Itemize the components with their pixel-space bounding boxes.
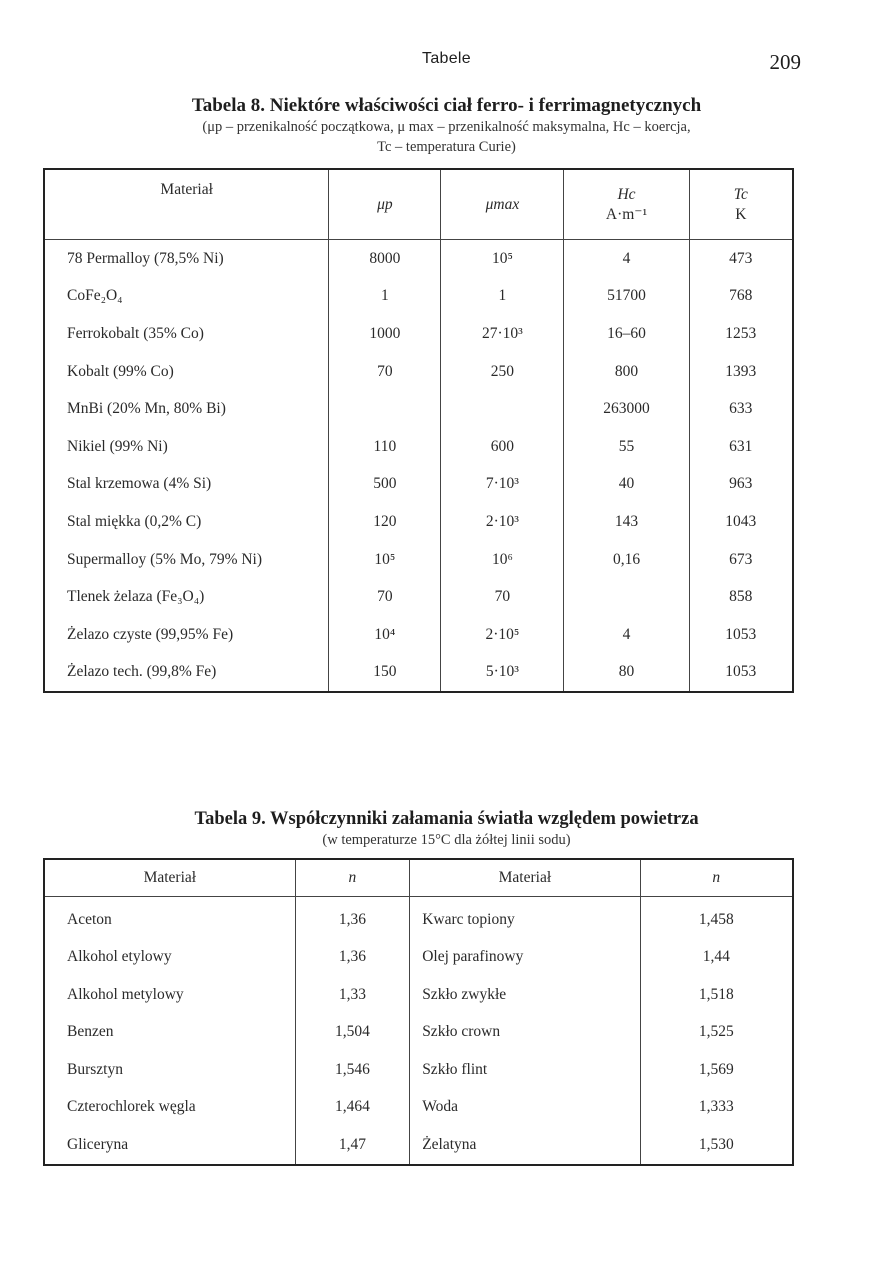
cell-n-left: 1,546: [295, 1051, 410, 1089]
cell-tc: 633: [689, 390, 793, 428]
hc-unit: A·m⁻¹: [605, 205, 648, 223]
table-row: [44, 1126, 793, 1165]
table-row: [44, 654, 793, 693]
cell-material: Tlenek żelaza (Fe₃O₄): [67, 588, 205, 606]
cell-tc: 1393: [689, 353, 793, 391]
cell-mu-max: 2·10³: [441, 503, 564, 541]
cell-mu-p: 110: [329, 428, 441, 466]
table8-subtitle-line1: (μp – przenikalność początkowa, μ max – przenikalność maksymalna, Hc – koercja,: [202, 119, 691, 135]
table-row: [44, 578, 793, 616]
table-row: [44, 1089, 793, 1127]
cell-n-left: 1,36: [295, 897, 410, 939]
table9-title: Tabela 9. Współczynniki załamania światła względem powietrza: [194, 809, 699, 829]
cell-tc: 1053: [689, 616, 793, 654]
table9-caption: [0, 808, 893, 850]
cell-material-left: Aceton: [67, 910, 112, 928]
table8-header-hc: [564, 169, 689, 240]
table8-header-mu-p: [329, 169, 441, 240]
cell-tc: 768: [689, 278, 793, 316]
cell-hc: 51700: [564, 278, 689, 316]
cell-hc: 0,16: [564, 541, 689, 579]
cell-n-right: 1,458: [640, 897, 793, 939]
cell-mu-p: 1: [329, 278, 441, 316]
table-row: [44, 240, 793, 278]
cell-n-right: 1,530: [640, 1126, 793, 1165]
table8-header-tc: [689, 169, 793, 240]
cell-hc: 80: [564, 654, 689, 693]
table8-body: [44, 240, 793, 693]
cell-material-right: Szkło zwykłe: [410, 976, 640, 1014]
table9-header-material-left: Materiał: [44, 859, 295, 897]
table-row: [44, 466, 793, 504]
n-symbol-right: n: [712, 869, 721, 886]
cell-material: Ferrokobalt (35% Co): [67, 324, 204, 342]
cell-n-right: 1,44: [640, 939, 793, 977]
table-row: [44, 428, 793, 466]
cell-mu-p: 10⁵: [329, 541, 441, 579]
cell-material-right: Kwarc topiony: [410, 897, 640, 939]
cell-mu-p: 150: [329, 654, 441, 693]
cell-mu-p: [329, 390, 441, 428]
mu-max-symbol: μmax: [485, 195, 520, 213]
cell-tc: 673: [689, 541, 793, 579]
cell-material: Żelazo czyste (99,95% Fe): [67, 625, 234, 643]
cell-material: 78 Permalloy (78,5% Ni): [67, 249, 224, 267]
cell-tc: 473: [689, 240, 793, 278]
cell-material: MnBi (20% Mn, 80% Bi): [67, 400, 226, 418]
table8-header-row: [44, 169, 793, 240]
cell-material: Supermalloy (5% Mo, 79% Ni): [67, 550, 263, 568]
cell-n-left: 1,464: [295, 1089, 410, 1127]
cell-mu-max: 70: [441, 578, 564, 616]
cell-material-right: Żelatyna: [410, 1126, 640, 1165]
cell-tc: 858: [689, 578, 793, 616]
table-row: [44, 503, 793, 541]
table-row: [44, 616, 793, 654]
page-number: 209: [769, 50, 801, 74]
table9-header-material-right: Materiał: [410, 859, 640, 897]
cell-mu-max: 2·10⁵: [441, 616, 564, 654]
cell-n-left: 1,33: [295, 976, 410, 1014]
table8-caption: [0, 95, 893, 157]
table-row: [44, 541, 793, 579]
cell-mu-max: 27·10³: [441, 315, 564, 353]
cell-material-right: Olej parafinowy: [410, 939, 640, 977]
cell-n-right: 1,569: [640, 1051, 793, 1089]
cell-mu-max: 1: [441, 278, 564, 316]
cell-mu-p: 8000: [329, 240, 441, 278]
cell-n-right: 1,525: [640, 1014, 793, 1052]
table-row: [44, 939, 793, 977]
cell-n-left: 1,47: [295, 1126, 410, 1165]
cell-hc: 16–60: [564, 315, 689, 353]
cell-material-left: Bursztyn: [67, 1060, 123, 1078]
table9-header-n-left: [295, 859, 410, 897]
cell-tc: 631: [689, 428, 793, 466]
page-header: [0, 50, 893, 74]
table-row: [44, 976, 793, 1014]
cell-material-left: Czterochlorek węgla: [67, 1098, 196, 1116]
cell-mu-max: [441, 390, 564, 428]
cell-material: Kobalt (99% Co): [67, 362, 174, 380]
cell-hc: [564, 578, 689, 616]
cell-hc: 263000: [564, 390, 689, 428]
table-row: [44, 1051, 793, 1089]
cell-hc: 800: [564, 353, 689, 391]
cell-mu-max: 250: [441, 353, 564, 391]
table-row: [44, 278, 793, 316]
cell-mu-p: 10⁴: [329, 616, 441, 654]
cell-material: CoFe₂O₄: [67, 287, 123, 305]
tc-unit: K: [735, 205, 747, 223]
table-row: [44, 315, 793, 353]
cell-tc: 1053: [689, 654, 793, 693]
table-row: [44, 897, 793, 939]
mu-p-symbol: μp: [377, 195, 393, 213]
cell-material-left: Alkohol etylowy: [67, 948, 172, 966]
cell-material-left: Gliceryna: [67, 1135, 129, 1153]
cell-material-left: Alkohol metylowy: [67, 985, 184, 1003]
cell-mu-p: 70: [329, 578, 441, 616]
cell-material: Żelazo tech. (99,8% Fe): [67, 663, 217, 681]
table8-magnetic-properties: [43, 168, 794, 693]
cell-n-right: 1,333: [640, 1089, 793, 1127]
cell-material: Stal krzemowa (4% Si): [67, 475, 212, 493]
cell-material: Stal miękka (0,2% C): [67, 512, 202, 530]
cell-tc: 1043: [689, 503, 793, 541]
cell-hc: 4: [564, 616, 689, 654]
table9-subtitle: (w temperaturze 15°C dla żółtej linii sodu): [322, 832, 571, 848]
cell-mu-p: 1000: [329, 315, 441, 353]
running-head-title: Tabele: [422, 50, 471, 67]
cell-hc: 4: [564, 240, 689, 278]
table-row: [44, 353, 793, 391]
table8-subtitle-line2: Tc – temperatura Curie): [377, 139, 516, 155]
cell-mu-max: 5·10³: [441, 654, 564, 693]
cell-material-left: Benzen: [67, 1023, 114, 1041]
cell-material-right: Woda: [410, 1089, 640, 1127]
cell-mu-max: 10⁵: [441, 240, 564, 278]
cell-material-right: Szkło crown: [410, 1014, 640, 1052]
table8-header-material: Materiał: [44, 169, 329, 240]
n-symbol-left: n: [348, 869, 357, 886]
hc-symbol: Hc: [617, 185, 636, 203]
cell-n-right: 1,518: [640, 976, 793, 1014]
cell-material-right: Szkło flint: [410, 1051, 640, 1089]
cell-n-left: 1,36: [295, 939, 410, 977]
table9-header-n-right: [640, 859, 793, 897]
table-row: [44, 1014, 793, 1052]
cell-mu-max: 7·10³: [441, 466, 564, 504]
cell-tc: 1253: [689, 315, 793, 353]
cell-hc: 40: [564, 466, 689, 504]
cell-n-left: 1,504: [295, 1014, 410, 1052]
table8-title: Tabela 8. Niektóre właściwości ciał ferro- i ferrimagnetycznych: [191, 95, 702, 116]
cell-hc: 143: [564, 503, 689, 541]
tc-symbol: Tc: [733, 185, 748, 203]
table8-header-mu-max: [441, 169, 564, 240]
cell-mu-max: 600: [441, 428, 564, 466]
table9-header-row: [44, 859, 793, 897]
cell-mu-p: 120: [329, 503, 441, 541]
cell-mu-p: 500: [329, 466, 441, 504]
cell-mu-max: 10⁶: [441, 541, 564, 579]
cell-mu-p: 70: [329, 353, 441, 391]
cell-hc: 55: [564, 428, 689, 466]
table-row: [44, 390, 793, 428]
cell-material: Nikiel (99% Ni): [67, 437, 168, 455]
table9-refractive-indices: [43, 858, 794, 1166]
cell-tc: 963: [689, 466, 793, 504]
table9-body: [44, 897, 793, 1165]
